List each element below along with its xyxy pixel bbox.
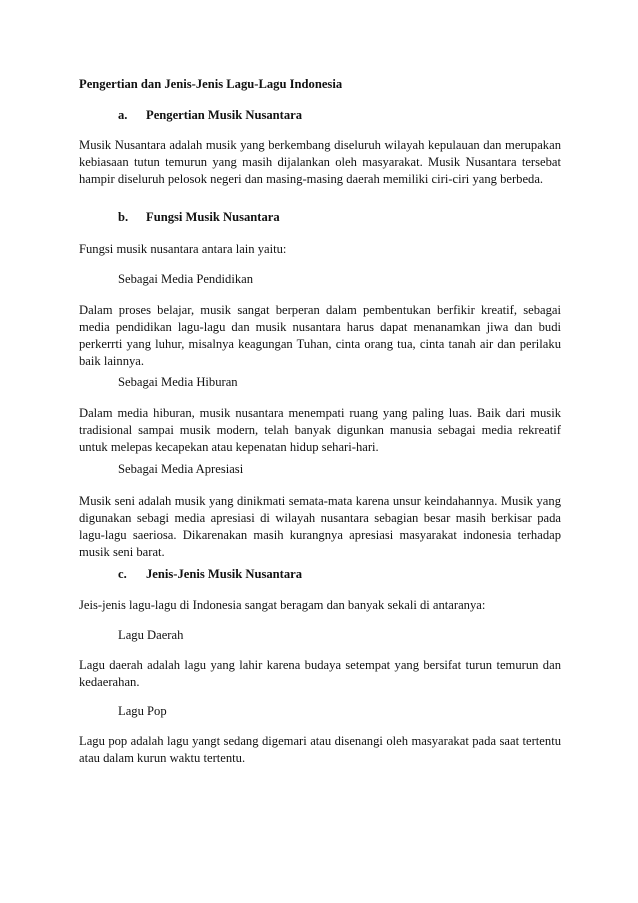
paragraph-media-apresiasi: Musik seni adalah musik yang dinikmati semata-mata karena unsur keindahannya. Musik yang digunakan sebagi media apresiasi di wilayah nusantara sebagian besar masih berkisar pada lagu-lagu saeriosa. Dikarenakan masih kurangnya apresiasi masyarakat indonesia terhadap musik seni barat. [79, 494, 561, 559]
paragraph-media-hiburan: Dalam media hiburan, musik nusantara menempati ruang yang paling luas. Baik dari musik tradisional sampai musik modern, telah banyak digunkan manusia sebagai media rekreatif untuk melepas kecapekan atau kepenatan hidup sehari-hari. [79, 406, 561, 454]
section-heading-b [118, 209, 561, 226]
subtitle-lagu-daerah: Lagu Daerah [118, 628, 184, 642]
section-heading-a [118, 107, 561, 124]
section-heading-text: Fungsi Musik Nusantara [146, 210, 280, 224]
section-heading-c [118, 566, 561, 583]
paragraph-fungsi-intro: Fungsi musik nusantara antara lain yaitu: [79, 242, 287, 256]
paragraph-media-pendidikan: Dalam proses belajar, musik sangat berperan dalam pembentukan berfikir kreatif, sebagai media pendidikan lagu-lagu dan musik nusantara harus dapat menanamkan jiwa dan budi perkerrti yang luhur, misalnya keagungan Tuhan, cinta orang tua, cinta tanah air dan perilaku baik lainnya. [79, 303, 561, 368]
paragraph-lagu-daerah: Lagu daerah adalah lagu yang lahir karena budaya setempat yang bersifat turun temurun dan kedaerahan. [79, 658, 561, 689]
subtitle-lagu-pop: Lagu Pop [118, 704, 167, 718]
section-heading-text: Pengertian Musik Nusantara [146, 108, 303, 122]
section-heading-text: Jenis-Jenis Musik Nusantara [146, 567, 303, 581]
document-title: Pengertian dan Jenis-Jenis Lagu-Lagu Indonesia [79, 77, 343, 91]
paragraph-pengertian: Musik Nusantara adalah musik yang berkembang diseluruh wilayah kepulauan dan merupakan kebiasaan tutun temurun yang masih dijalankan oleh masyarakat. Musik Nusantara tersebat hampir diseluruh pelosok negeri dan masing-masing daerah memiliki ciri-ciri yang berbeda. [79, 138, 561, 186]
subtitle-media-hiburan: Sebagai Media Hiburan [118, 375, 238, 389]
section-letter: b. [118, 210, 129, 224]
paragraph-jenis-intro: Jeis-jenis lagu-lagu di Indonesia sangat beragam dan banyak sekali di antaranya: [79, 598, 486, 612]
subtitle-media-pendidikan: Sebagai Media Pendidikan [118, 272, 254, 286]
section-letter: a. [118, 108, 128, 122]
section-letter: c. [118, 567, 127, 581]
subtitle-media-apresiasi: Sebagai Media Apresiasi [118, 462, 244, 476]
paragraph-lagu-pop: Lagu pop adalah lagu yangt sedang digemari atau disenangi oleh masyarakat pada saat tertentu atau dalam kurun waktu tertentu. [79, 734, 561, 765]
